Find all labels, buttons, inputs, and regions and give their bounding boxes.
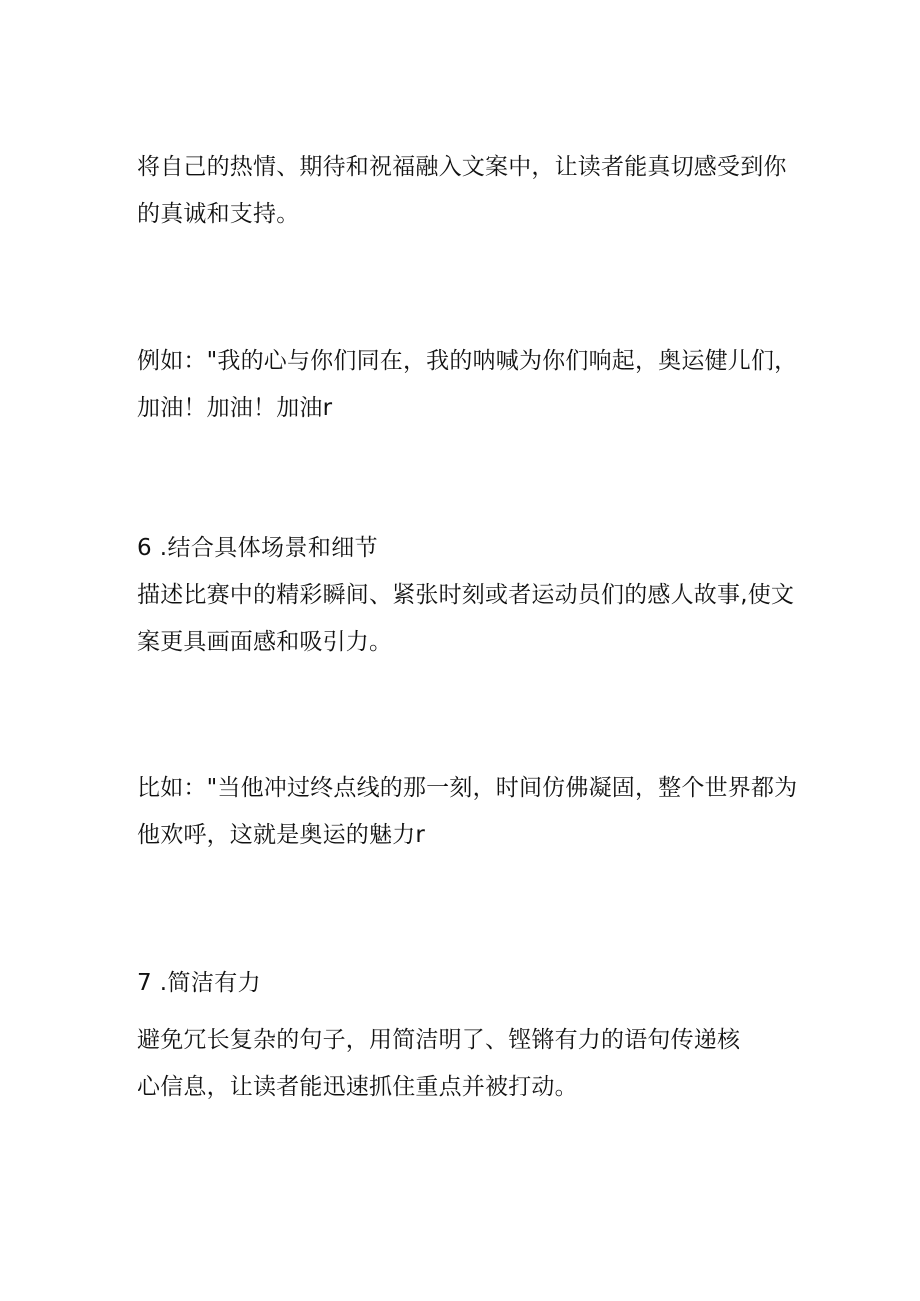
paragraph-line: 避免冗长复杂的句子，用简洁明了、铿锵有力的语句传递核 [137,1027,741,1053]
paragraph-line: 案更具画面感和吸引力。 [137,629,393,655]
example-quote-line: 加油！加油！加油r [137,395,333,421]
section-heading-7: 7 .简洁有力 [137,970,262,996]
paragraph-line: 心信息，让读者能迅速抓住重点并被打动。 [137,1074,578,1100]
paragraph-line: 描述比赛中的精彩瞬间、紧张时刻或者运动员们的感人故事,使文 [137,582,795,608]
paragraph-line: 的真诚和支持。 [137,201,300,227]
example-quote-line: 比如："当他冲过终点线的那一刻，时间仿佛凝固，整个世界都为 [137,775,798,801]
section-heading-6: 6 .结合具体场景和细节 [137,535,379,561]
example-quote-line: 例如："我的心与你们同在，我的呐喊为你们响起，奥运健儿们， [137,348,798,374]
example-quote-line: 他欢呼，这就是奥运的魅力r [137,822,426,848]
paragraph-line: 将自己的热情、期待和祝福融入文案中，让读者能真切感受到你 [137,154,787,180]
